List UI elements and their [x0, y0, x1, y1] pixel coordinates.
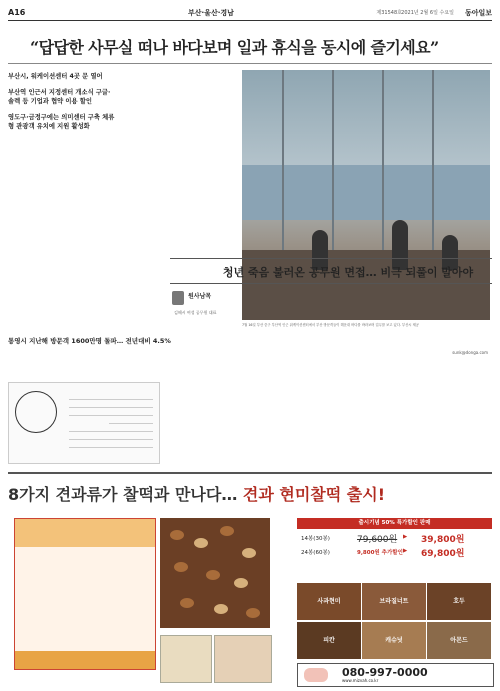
ad-title-plain: 8가지 견과류가 찰떡과 만나다…: [8, 485, 238, 504]
sub-headline: 통영시 지난해 방문객 1600만명 돌파… 전년대비 4.5%: [8, 337, 171, 345]
opinion-email: sunk@donga.com: [452, 350, 488, 355]
opinion-title: 청년 죽음 불러온 공무원 면접… 비극 되풀이 말아야: [222, 266, 474, 279]
price-row-1-new: 39,800원: [421, 535, 465, 545]
order-phone: 080-997-0000: [342, 666, 428, 679]
ad-info-card: [14, 518, 156, 670]
deck-line-3: 영도구·금정구에는 의미센터 구축 체류형 관광객 유치에 지원 활성화: [8, 114, 115, 130]
info-box: [8, 382, 160, 464]
main-headline: “답답한 사무실 떠나 바다보며 일과 휴식을 동시에 즐기세요”: [30, 38, 439, 57]
ingredient-tiles: [297, 583, 492, 659]
price-header: 출시기념 50% 특가할인 판매: [297, 518, 492, 529]
author-photo: [172, 291, 184, 305]
tile-6: 아몬드: [427, 622, 491, 659]
ad-title-red: 견과 현미찰떡 출시!: [242, 485, 385, 504]
order-url: www.mizvah.co.kr: [342, 678, 379, 683]
opinion-role: 김해시 여성 공무원 대표: [174, 310, 217, 315]
price-row-2-label: 24봉(60봉): [301, 550, 330, 556]
price-row-2: 24봉(60봉) 9,800원 추가할인 ▶ 69,800원: [301, 548, 465, 559]
phone-icon: [304, 668, 328, 682]
deck: [8, 72, 116, 138]
order-phone-box: [297, 663, 494, 687]
page-number: A16: [8, 8, 26, 17]
page-header: [8, 6, 492, 21]
package-photo: [160, 635, 212, 683]
opinion-rule-2: [170, 283, 492, 284]
nut-product-photo: [160, 518, 270, 628]
logo-icon: [15, 391, 57, 433]
price-row-2-new: 69,800원: [421, 549, 465, 559]
issue-date: 2021년 2월 6일 수요일: [401, 10, 454, 16]
ad-divider: [8, 472, 492, 474]
opinion-rule: [170, 258, 492, 259]
section-label: 부산·울산·경남: [188, 9, 234, 17]
tile-2: 브라질너트: [362, 583, 426, 620]
deck-line-1: 부산시, 워케이션센터 4곳 문 열어: [8, 73, 103, 80]
opinion-author: 원사남목: [188, 293, 212, 300]
tile-1: 사과현미: [297, 583, 361, 620]
price-row-1-old: 79,600원: [357, 535, 398, 545]
ad-title: [8, 482, 385, 505]
headline-divider: [8, 63, 492, 64]
price-row-1-label: 14봉(30봉): [301, 536, 330, 542]
tile-3: 호두: [427, 583, 491, 620]
price-row-2-bundle: 9,800원 추가할인: [357, 550, 403, 556]
package-photo-2: [214, 635, 272, 683]
issue-number: 제31548호: [376, 10, 402, 16]
price-row-1: 14봉(30봉) 79,600원 ▶ 39,800원: [301, 534, 465, 545]
deck-line-2: 부산역 인근서 지정센터 개소식 구글·솔렉 등 기업과 협약 이용 할인: [8, 89, 111, 105]
tile-4: 피칸: [297, 622, 361, 659]
photo-caption: 7월 16일 부산 중구 부산역 인근 워케이션센터에서 부산 방문객들이 해운대 바다를 바라보며 업무를 보고 있다. 부산시 제공: [242, 323, 419, 327]
tile-5: 캐슈넛: [362, 622, 426, 659]
paper-logo: 동아일보: [464, 8, 492, 17]
